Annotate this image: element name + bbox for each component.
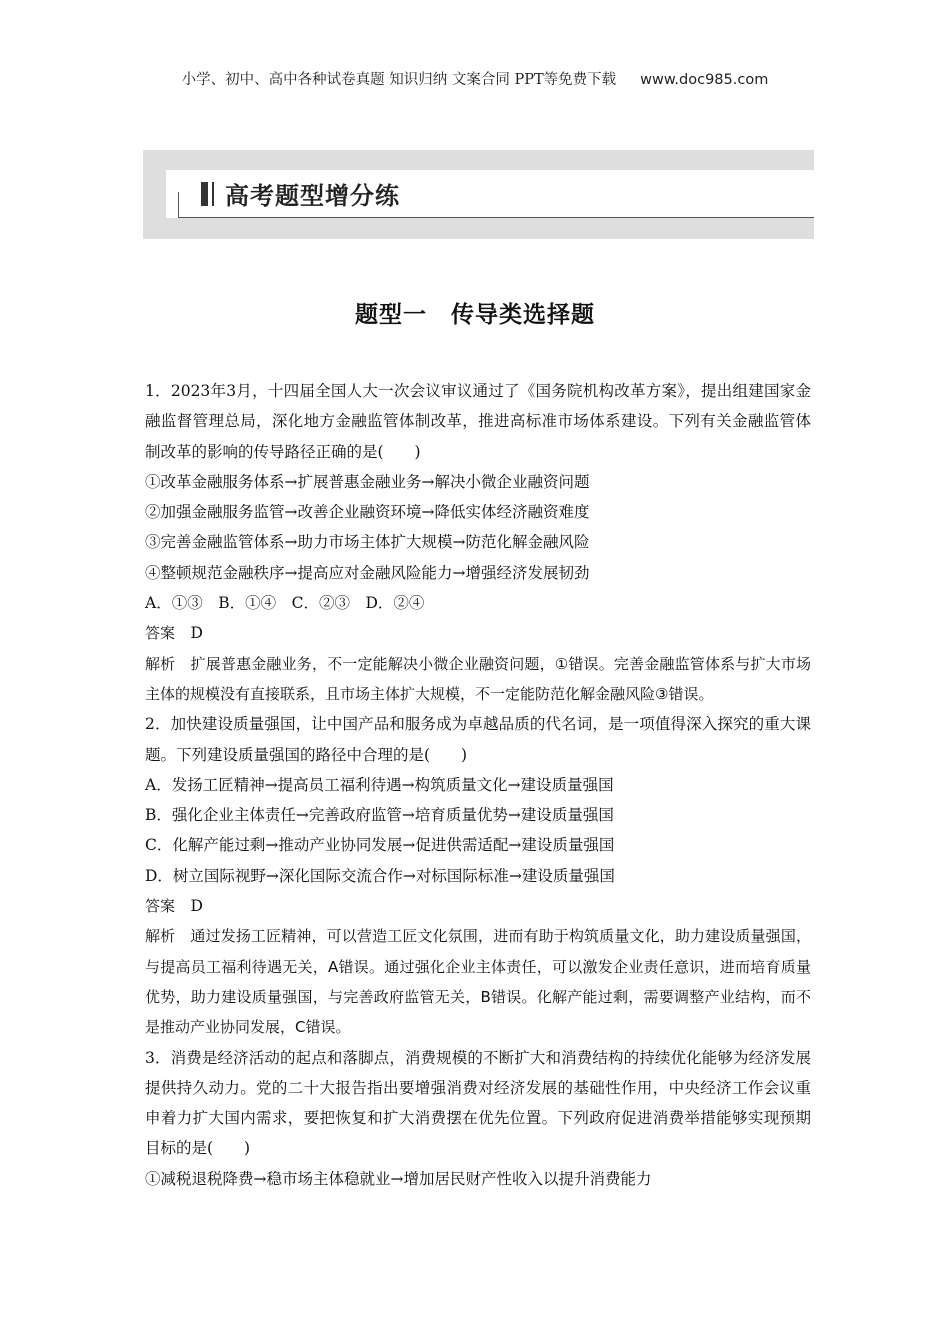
q2-option: D．树立国际视野→深化国际交流合作→对标国际标准→建设质量强国 <box>145 866 615 885</box>
q1-analysis <box>145 649 811 710</box>
q1-item: ①改革金融服务体系→扩展普惠金融业务→解决小微企业融资问题 <box>145 472 590 491</box>
q1-item: ③完善金融监管体系→助力市场主体扩大规模→防范化解金融风险 <box>145 533 590 552</box>
q1-options: A．①③ B．①④ C．②③ D．②④ <box>145 594 425 613</box>
analysis-label: 解析 <box>145 654 176 673</box>
q2-answer <box>145 891 811 921</box>
q1-stem: 1．2023年3月，十四届全国人大一次会议审议通过了《国务院机构改革方案》，提出组建国家金融监督管理总局，深化地方金融监管体制改革，推进高标准市场体系建设。下列有关金融监管体制改革的影响的传导路径正确的是( ) <box>145 382 811 461</box>
q1-answer <box>145 618 811 648</box>
analysis-label: 解析 <box>145 927 176 946</box>
section-title: 题型一 传导类选择题 <box>355 302 595 328</box>
q2-stem: 2．加快建设质量强国，让中国产品和服务成为卓越品质的代名词，是一项值得深入探究的重大课题。下列建设质量强国的路径中合理的是( ) <box>145 715 811 764</box>
banner-bar-icon <box>201 182 208 206</box>
answer-value: D <box>190 624 203 643</box>
q2-option: B．强化企业主体责任→完善政府监管→培育质量优势→建设质量强国 <box>145 806 614 825</box>
answer-label: 答案 <box>145 897 176 916</box>
q2-analysis <box>145 921 811 1042</box>
questions <box>145 376 811 1194</box>
banner-title: 高考题型增分练 <box>225 182 400 210</box>
analysis-text: 通过发扬工匠精神，可以营造工匠文化氛围，进而有助于构筑质量文化，助力建设质量强国，与提高员工福利待遇无关，A错误。通过强化企业主体责任，可以激发企业责任意识，进而培育质量优势，助力建设质量强国，与完善政府监管无关，B错误。化解产能过剩，需要调整产业结构，而不是推动产业协同发展，C错误。 <box>145 927 811 1037</box>
q1-item: ④整顿规范金融秩序→提高应对金融风险能力→增强经济发展韧劲 <box>145 563 590 582</box>
q3-item: ①减税退税降费→稳市场主体稳就业→增加居民财产性收入以提升消费能力 <box>145 1169 652 1188</box>
answer-value: D <box>190 897 203 916</box>
header-text: 小学、初中、高中各种试卷真题 知识归纳 文案合同 PPT等免费下载 <box>181 72 617 88</box>
page-header <box>0 68 950 89</box>
answer-label: 答案 <box>145 624 176 643</box>
section-banner <box>143 150 814 239</box>
analysis-text: 扩展普惠金融业务，不一定能解决小微企业融资问题，①错误。完善金融监管体系与扩大市场主体的规模没有直接联系，且市场主体扩大规模，不一定能防范化解金融风险③错误。 <box>145 654 811 703</box>
header-url[interactable]: www.doc985.com <box>640 72 769 88</box>
q3-stem: 3．消费是经济活动的起点和落脚点，消费规模的不断扩大和消费结构的持续优化能够为经济发展提供持久动力。党的二十大报告指出要增强消费对经济发展的基础性作用，中央经济工作会议重申着力扩大国内需求，要把恢复和扩大消费摆在优先位置。下列政府促进消费举措能够实现预期目标的是( ) <box>145 1048 811 1158</box>
q2-option: C．化解产能过剩→推动产业协同发展→促进供需适配→建设质量强国 <box>145 836 615 855</box>
q2-option: A．发扬工匠精神→提高员工福利待遇→构筑质量文化→建设质量强国 <box>145 775 614 794</box>
q1-item: ②加强金融服务监管→改善企业融资环境→降低实体经济融资难度 <box>145 503 590 522</box>
